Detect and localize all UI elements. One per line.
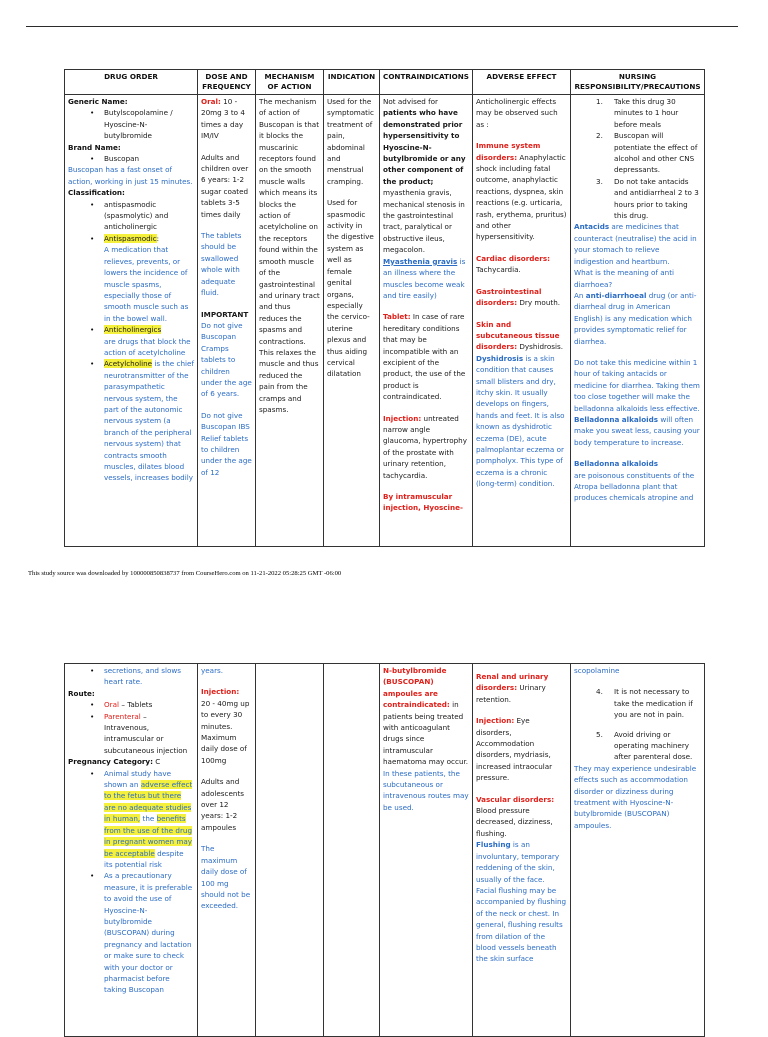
hypersensitivity-text: patients who have demonstrated prior hypersensitivity to Hyoscine-N-butylbromide or any other component of the product;	[383, 108, 466, 186]
dyshidrosis-definition: is a skin condition that causes small blisters and dry, itchy skin. It usually develops on fingers, hands and feet. It is also known as dyshidrotic eczema (DE), acute palmoplantar eczema or pompholyx. This type of eczema is a chronic (long-term) condition.	[476, 353, 565, 489]
belladonna-term-2: Belladonna alkaloids	[574, 459, 659, 469]
generic-name-label: Generic Name:	[68, 97, 128, 106]
pregnancy-label: Pregnancy Category:	[68, 757, 153, 767]
col-header-adverse: ADVERSE EFFECT	[473, 70, 571, 95]
classification-item: • antispasmodic (spasmolytic) and anticholinergic	[68, 199, 194, 233]
drug-study-table-page-2	[64, 663, 705, 1037]
antidiarrhoeal-definition: drug (or anti-diarrheal drug in American English) is any medication which provides symptomatic relief for diarrhea.	[574, 290, 697, 346]
contraindications-cell	[380, 95, 473, 547]
belladonna-definition-2-cont: scopolamine	[574, 666, 620, 675]
pregnancy-value: C	[155, 757, 161, 767]
indication-cell	[324, 95, 380, 547]
im-contra-heading-cont: N-butylbromide (BUSCOPAN) ampoules are contraindicated:	[383, 666, 450, 710]
adult-oral-dose: Adults and children over 6 years: 1-2 sugar coated tablets 3-5 times daily	[201, 152, 249, 219]
indication-text-2: Used for spasmodic activity in the digestive system as well as female genital organs, especially the cervico-uterine plexus and thus aiding cervical dilatation	[327, 198, 374, 379]
oral-dose-text: 10 - 20mg 3 to 4 times a day IM/IV	[201, 97, 245, 141]
col-header-indication: INDICATION	[324, 70, 380, 95]
table-row	[65, 95, 705, 547]
antacid-timing-note: Do not take this medicine within 1 hour of taking antacids or medicine for diarrhea. Taking them too close together will make the belladonna alkaloids less effective.	[574, 357, 700, 413]
generic-name-value: • Butylscopolamine / Hyoscine-N-butylbromide	[68, 107, 194, 141]
nursing-item: 3. Do not take antacids and antidiarrheal 2 to 3 hours prior to taking this drug.	[596, 176, 699, 221]
nursing-item: 1. Take this drug 30 minutes to 1 hour before meals	[596, 97, 679, 129]
col-header-drug-order: DRUG ORDER	[65, 70, 198, 95]
adverse-cell	[473, 95, 571, 547]
immune-text: Anaphylactic shock including fatal outcome, anaphylactic reactions, dyspnea, skin reactions (e.g. urticaria, rash, erythema, pruritus) and other hypersensitivity.	[476, 152, 567, 242]
tablets-note: The tablets should be swallowed whole with adequate fluid.	[201, 231, 242, 298]
cardiac-text: Tachycardia.	[476, 265, 521, 275]
pregnancy-item: • As a precautionary measure, it is preferable to avoid the use of Hyoscine-N-butylbromide (BUSCOPAN) during pregnancy and lactation or make sure to check with your doctor or pharmacist before taking Buscopan	[68, 870, 194, 995]
brand-name-value: • Buscopan	[68, 153, 194, 164]
oral-dose-label: Oral:	[201, 97, 221, 106]
mechanism-cell	[256, 95, 324, 547]
vascular-label: Vascular disorders:	[476, 794, 555, 804]
header-row	[65, 70, 705, 95]
top-rule	[26, 26, 738, 27]
children-warning-2: Do not give Buscopan IBS Relief tablets to children under the age of 12	[201, 410, 252, 477]
indication-text-1: Used for the symptomatic treatment of pain, abdominal and menstrual cramping.	[327, 97, 374, 186]
gi-label: Gastrointestinal disorders:	[476, 286, 542, 308]
indication-cell	[324, 664, 380, 1037]
injection-adverse-label: Injection:	[476, 716, 515, 726]
flushing-definition: is an involuntary, temporary reddening of the skin, usually of the face. Facial flushing may be accompanied by flushing of the neck or chest. In general, flushing results from dilation of the blood vessels beneath the skin surface	[476, 840, 567, 964]
renal-label: Renal and urinary disorders:	[476, 672, 549, 693]
undesirable-effects-note: They may experience undesirable effects such as accommodation disorder or dizziness during treatment with Hyoscine-N-butylbromide (BUSCOPAN) ampoules.	[574, 763, 697, 830]
tablet-contra-text: In case of rare hereditary conditions that may be incompatible with an excipient of the product, the use of the product is contraindicated.	[383, 312, 466, 402]
antidiarrhoeal-term: anti-diarrhoeal	[585, 290, 647, 300]
injection-dose-label: Injection:	[201, 687, 240, 697]
acetylcholine-definition-cont: • secretions, and slows heart rate.	[68, 665, 194, 688]
contraindications-cell	[380, 664, 473, 1037]
table-row	[65, 664, 705, 1037]
im-contra-text: in patients being treated with anticoagulant drugs since intramuscular haematoma may occur.	[383, 700, 469, 767]
drug-study-table-page-1	[64, 69, 705, 547]
skin-text: Dyshidrosis.	[519, 342, 564, 352]
classification-item: • Antispasmodic: A medication that relieves, prevents, or lowers the incidence of muscle spasms, especially those of smooth muscle such as in the bowel wall.	[68, 233, 194, 324]
children-warning-1: Do not give Buscopan Cramps tablets to children under the age of 6 years.	[201, 320, 252, 399]
antacids-term: Antacids	[574, 222, 610, 232]
dose-cell	[198, 95, 256, 547]
col-header-contraindications: CONTRAINDICATIONS	[380, 70, 473, 95]
flushing-term: Flushing	[476, 840, 511, 850]
route-label: Route:	[68, 688, 95, 698]
dose-cell	[198, 664, 256, 1037]
antacids-definition: are medicines that counteract (neutralise) the acid in your stomach to relieve indigestion and heartburn.	[574, 222, 697, 266]
myasthenia-term: Myasthenia gravis	[383, 256, 458, 266]
drug-order-cell	[65, 95, 198, 547]
im-contra-heading: By intramuscular injection, Hyoscine-	[383, 492, 463, 513]
children-warning-2-cont: years.	[201, 666, 224, 675]
nursing-item: 4. It is not necessary to take the medication if you are not in pain.	[596, 687, 693, 720]
adult-injection-dose: Adults and adolescents over 12 years: 1-2 ampoules	[201, 777, 245, 832]
col-header-dose: DOSE AND FREQUENCY	[198, 70, 256, 95]
dyshidrosis-term: Dyshidrosis	[476, 353, 524, 363]
col-header-mechanism: MECHANISM OF ACTION	[256, 70, 324, 95]
injection-adverse-text: Eye disorders, Accommodation disorders, mydriasis, increased intraocular pressure.	[476, 716, 553, 783]
brand-name-label: Brand Name:	[68, 142, 121, 152]
antispasmodic-term: Antispasmodic	[104, 233, 157, 243]
cardiac-label: Cardiac disorders:	[476, 253, 550, 263]
important-label: IMPORTANT	[201, 309, 249, 319]
antispasmodic-definition: A medication that relieves, prevents, or lowers the incidence of muscle spasms, especially those of smooth muscle such as in the bowel wall.	[104, 245, 189, 323]
renal-text: Urinary retention.	[476, 683, 546, 704]
skin-label: Skin and subcutaneous tissue disorders:	[476, 319, 560, 352]
mechanism-text: The mechanism of action of Buscopan is that it blocks the muscarinic receptors found on the smooth muscle walls which means its blocks the action of acetylcholine on the receptors found within the smooth muscle of the gastrointestinal and urinary tract and thus reduces the spasms and contractions. This relaxes the muscle and thus reduced the pain from the cramps and spasms.	[259, 97, 320, 414]
not-advised: Not advised for	[383, 97, 438, 106]
max-dose-note: The maximum daily dose of 100 mg should not be exceeded.	[201, 844, 251, 911]
myasthenia-definition: is an illness where the muscles become weak and tire easily)	[383, 256, 466, 300]
tablet-contra-label: Tablet:	[383, 312, 411, 322]
immune-label: Immune system disorders:	[476, 141, 541, 162]
drug-order-cell	[65, 664, 198, 1037]
classification-label: Classification:	[68, 188, 125, 198]
contra-conditions: myasthenia gravis, mechanical stenosis in the gastrointestinal tract, paralytical or obstructive ileus, megacolon.	[383, 188, 465, 255]
belladonna-definition: will often make you sweat less, causing your body temperature to increase.	[574, 414, 700, 447]
route-parenteral: Parenteral	[104, 711, 141, 721]
adverse-intro: Anticholinergic effects may be observed such as :	[476, 97, 558, 129]
nursing-item: 5. Avoid driving or operating machinery after parenteral dose.	[596, 729, 693, 762]
mechanism-cell	[256, 664, 324, 1037]
vascular-text: Blood pressure decreased, dizziness, flushing.	[476, 806, 553, 838]
anticholinergics-term: Anticholinergics	[104, 325, 162, 335]
route-item: • Parenteral – Intravenous, intramuscular or subcutaneous injection	[68, 711, 194, 757]
nursing-item: 2. Buscopan will potentiate the effect of alcohol and other CNS depressants.	[596, 131, 698, 175]
nursing-cell: 1. Take this drug 30 minutes to 1 hour before meals 2. Buscopan will potentiate the effect of alcohol and other CNS depressants. 3. Do not take antacids and antidiarrheal 2 to 3 hours prior to taking this drug. Antacids are medicines that counteract (neutralise) the acid in your stomach to relieve indigestion and heartburn. What is the meaning of anti diarrhoea? An anti-diarrhoeal drug (or anti-diarrheal drug in American English) is any medication which provides symptomatic relief for diarrhea. Do not take this medicine within 1 hour of taking antacids or medicine for diarrhea. Taking them too close together will make the belladonna alkaloids less effective. Belladonna alkaloids will often make you sweat less, causing your body temperature to increase. Belladonna alkaloids are poisonous constituents of the Atropa belladonna plant that produces chemicals atropine and	[571, 95, 705, 547]
route-item: • Oral – Tablets	[68, 699, 194, 710]
nursing-cell	[571, 664, 705, 1037]
download-footer: This study source was downloaded by 100000850838737 from CourseHero.com on 11-21-2022 05:28:25 GMT -06:00	[28, 570, 342, 577]
gi-text: Dry mouth.	[519, 298, 561, 308]
pregnancy-item: • Animal study have shown an adverse effect to the fetus but there are no adequate studies in human, the benefits from the use of the drug in pregnant women may be acceptable despite its potential risk	[68, 768, 194, 871]
antidiarrhoea-question: What is the meaning of anti diarrhoea?	[574, 268, 675, 289]
anticholinergics-definition: are drugs that block the action of acetylcholine	[104, 336, 191, 357]
onset-note: Buscopan has a fast onset of action, working in just 15 minutes.	[68, 165, 193, 186]
injection-contra-text: untreated narrow angle glaucoma, hypertrophy of the prostate with urinary retention, tachycardia.	[383, 413, 467, 480]
injection-contra-label: Injection:	[383, 413, 422, 423]
injection-dose-text: 20 - 40mg up to every 30 minutes. Maximum daily dose of 100mg	[201, 698, 250, 765]
belladonna-term: Belladonna alkaloids	[574, 414, 659, 424]
acetylcholine-definition: is the chief neurotransmitter of the parasympathetic nervous system, the part of the autonomic nervous system (a branch of the peripheral nervous system) that contracts smooth muscles, dilates blood vessels, increases bodily	[104, 359, 194, 483]
adverse-cell	[473, 664, 571, 1037]
classification-item	[68, 358, 194, 483]
im-alternative-note: In these patients, the subcutaneous or intravenous routes may be used.	[383, 768, 469, 812]
route-oral: Oral	[104, 700, 120, 710]
acetylcholine-term: Acetylcholine	[104, 359, 153, 369]
belladonna-definition-2: are poisonous constituents of the Atropa belladonna plant that produces chemicals atropine and	[574, 470, 695, 503]
col-header-nursing: NURSING RESPONSIBILITY/PRECAUTIONS	[571, 70, 705, 95]
classification-item	[68, 324, 194, 358]
